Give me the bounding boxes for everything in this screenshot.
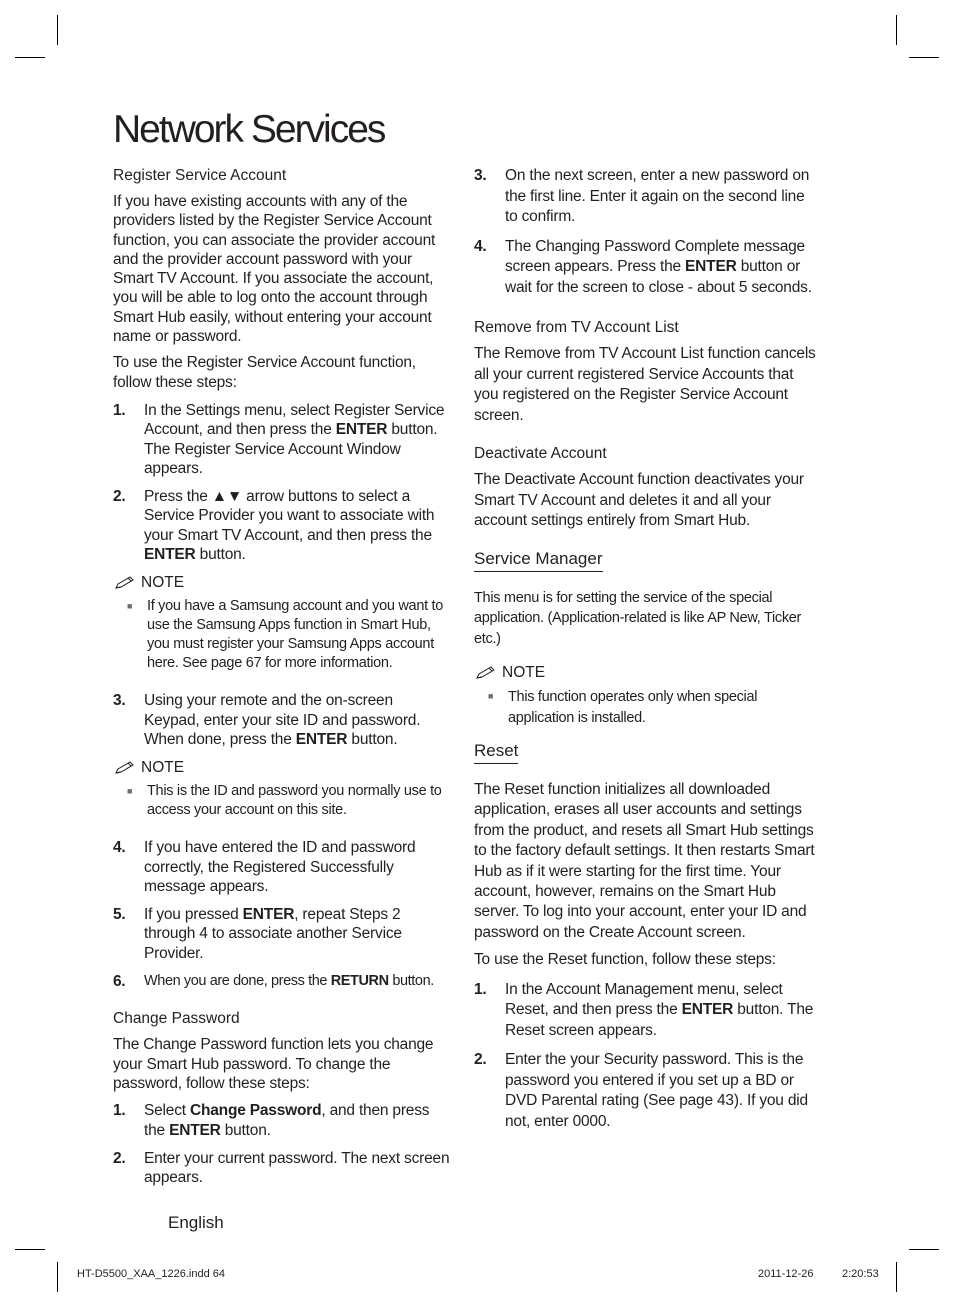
slug-file: HT-D5500_XAA_1226.indd 64: [77, 1268, 225, 1280]
reset-steps-intro: To use the Reset function, follow these steps:: [474, 951, 776, 969]
step-text: The Changing Password Complete message screen appears. Press the ENTER button or wait for the screen to close - about 5 seconds.: [505, 237, 812, 296]
step-text: On the next screen, enter a new password on the first line. Enter it again on the second line to confirm.: [505, 167, 810, 225]
service-manager-heading: Service Manager: [474, 548, 603, 572]
step-text: If you pressed ENTER, repeat Steps 2 through 4 to associate another Service Provider.: [144, 906, 402, 962]
note-label: NOTE: [141, 759, 185, 777]
crop-mark: [909, 57, 939, 58]
step-number: 3.: [113, 692, 126, 710]
slug-date: 2011-12-26: [758, 1268, 814, 1280]
crop-mark: [909, 1249, 939, 1250]
note-text: If you have a Samsung account and you want to use the Samsung Apps function in Smart Hub, you must register your Samsung Apps account here. See page 67 for more information.: [147, 598, 444, 672]
pencil-icon: [474, 665, 500, 681]
reset-text: The Reset function initializes all downloaded application, erases all user accounts and settings from the product, and resets all Smart Hub settings to the factory default settings. It then restarts Smart Hub as if it were starting for the first time. Your account, however, remains on the Smart Hub server. To log into your account, enter your ID and password on the Create Account screen.: [474, 781, 815, 941]
square-bullet-icon: ■: [488, 691, 494, 701]
slug-time: 2:20:53: [842, 1268, 879, 1280]
step-text: Enter the your Security password. This is the password you entered if you set up a BD or DVD Parental rating (See page 43). If you did not, enter 0000.: [505, 1051, 808, 1130]
footer-language: English: [168, 1213, 224, 1232]
pencil-icon: [113, 760, 139, 776]
step-1: [113, 401, 450, 478]
note-heading: [474, 663, 816, 683]
step-5: [113, 905, 450, 963]
step-number: 6.: [113, 973, 126, 991]
step-number: 5.: [113, 906, 126, 924]
step-6: [113, 972, 450, 991]
step-text: Using your remote and the on-screen Keypad, enter your site ID and password. When done, press the ENTER button.: [144, 692, 421, 748]
note-heading: [113, 758, 450, 778]
crop-mark: [896, 15, 897, 45]
step-number: 2.: [474, 1051, 487, 1069]
note-heading: [113, 573, 450, 593]
step-number: 4.: [474, 237, 487, 255]
reset-step-2: [474, 1050, 816, 1132]
pencil-icon: [113, 575, 139, 591]
change-password-step-3: [474, 166, 816, 228]
change-password-step-1: [113, 1101, 450, 1140]
step-number: 3.: [474, 167, 487, 184]
register-heading: Register Service Account: [113, 167, 287, 184]
square-bullet-icon: ■: [127, 786, 133, 797]
step-3: [113, 691, 450, 749]
crop-mark: [15, 1249, 45, 1250]
step-2: [113, 487, 450, 564]
remove-account-text: The Remove from TV Account List function cancels all your current registered Service Accounts that you registered on the Register Service Account screen.: [474, 345, 816, 424]
note-text: This function operates only when special application is installed.: [508, 689, 758, 726]
remove-account-heading: Remove from TV Account List: [474, 319, 679, 336]
step-text: If you have entered the ID and password correctly, the Registered Successfully message appears.: [144, 839, 416, 895]
step-number: 1.: [113, 1102, 126, 1120]
step-text: Press the ▲▼ arrow buttons to select a Service Provider you want to associate with your Smart TV Account, and then press the ENTER button.: [144, 488, 435, 564]
step-text: When you are done, press the RETURN button.: [144, 973, 434, 990]
note-label: NOTE: [141, 574, 185, 592]
right-column: [474, 166, 816, 1141]
note-item: [488, 687, 816, 728]
step-number: 4.: [113, 839, 126, 857]
step-number: 2.: [113, 488, 126, 506]
note-item: [127, 782, 450, 820]
note-item: [127, 597, 450, 673]
step-text: Enter your current password. The next screen appears.: [144, 1149, 450, 1187]
change-password-step-2: [113, 1149, 450, 1188]
deactivate-account-heading: Deactivate Account: [474, 445, 607, 462]
step-4: [113, 838, 450, 896]
step-number: 1.: [113, 401, 126, 419]
crop-mark: [57, 15, 58, 45]
step-text: In the Settings menu, select Register Service Account, and then press the ENTER button. The Register Service Account Window appears.: [144, 401, 445, 477]
deactivate-account-text: The Deactivate Account function deactivates your Smart TV Account and deletes it and all your account settings entirely from Smart Hub.: [474, 471, 804, 529]
register-steps-intro: To use the Register Service Account function, follow these steps:: [113, 354, 416, 391]
step-text: Select Change Password, and then press the ENTER button.: [144, 1102, 430, 1139]
change-password-step-4: [474, 237, 816, 299]
reset-step-1: [474, 980, 816, 1042]
crop-mark: [896, 1262, 897, 1292]
change-password-heading: Change Password: [113, 1010, 240, 1028]
service-manager-text: This menu is for setting the service of the special application. (Application-related is like AP New, Ticker etc.): [474, 589, 802, 647]
step-text: In the Account Management menu, select Reset, and then press the ENTER button. The Reset screen appears.: [505, 980, 814, 1039]
square-bullet-icon: ■: [127, 601, 133, 612]
crop-mark: [15, 57, 45, 58]
crop-mark: [57, 1262, 58, 1292]
change-password-intro: The Change Password function lets you change your Smart Hub password. To change the password, follow these steps:: [113, 1036, 434, 1092]
note-label: NOTE: [502, 664, 546, 681]
left-column: [113, 166, 450, 1196]
step-number: 1.: [474, 980, 487, 998]
reset-heading: Reset: [474, 740, 518, 764]
step-number: 2.: [113, 1149, 126, 1167]
page-title: Network Services: [113, 108, 385, 151]
register-intro: If you have existing accounts with any of the providers listed by the Register Service Account function, you can associate the provider account and the provider account password with your Smart TV Account. If you associate the account, you will be able to log onto the account through Smart Hub easily, without entering your account name or password.: [113, 193, 436, 346]
note-text: This is the ID and password you normally use to access your account on this site.: [147, 783, 442, 819]
